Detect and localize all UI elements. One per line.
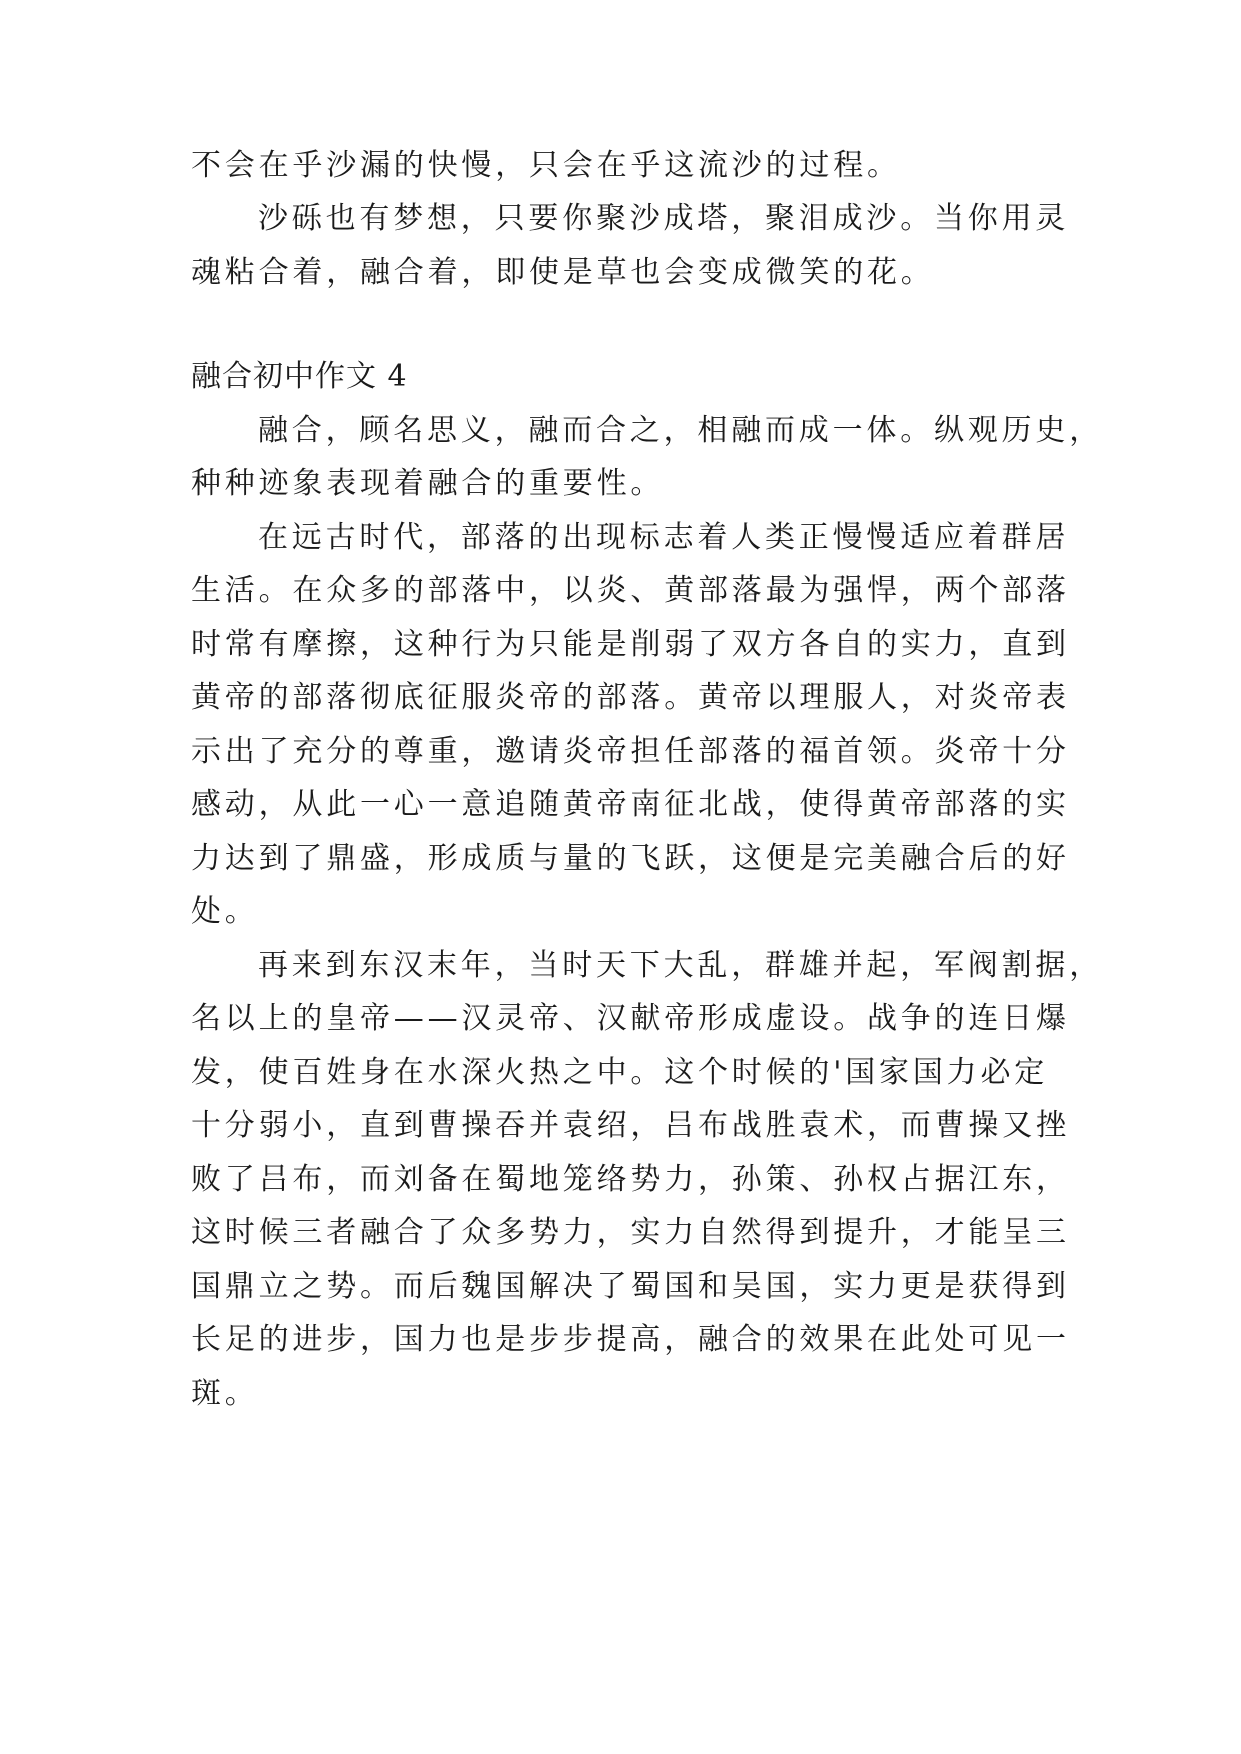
paragraph-line: 沙砾也有梦想，只要你聚沙成塔，聚泪成沙。当你用灵 xyxy=(258,201,1070,236)
paragraph-line: 感动，从此一心一意追随黄帝南征北战，使得黄帝部落的实 xyxy=(191,787,1070,822)
paragraph-line: 融合，顾名思义，融而合之，相融而成一体。纵观历史， xyxy=(258,413,1103,448)
paragraph-line: 发，使百姓身在水深火热之中。这个时候的'国家国力必定 xyxy=(191,1055,1049,1090)
paragraph-line: 在远古时代，部落的出现标志着人类正慢慢适应着群居 xyxy=(258,520,1070,555)
paragraph-line: 十分弱小，直到曹操吞并袁绍，吕布战胜袁术，而曹操又挫 xyxy=(191,1108,1070,1143)
paragraph-line: 长足的进步，国力也是步步提高，融合的效果在此处可见一 xyxy=(191,1322,1070,1357)
paragraph-line: 国鼎立之势。而后魏国解决了蜀国和吴国，实力更是获得到 xyxy=(191,1269,1070,1304)
paragraph-line: 处。 xyxy=(191,894,259,929)
paragraph-line: 名以上的皇帝——汉灵帝、汉献帝形成虚设。战争的连日爆 xyxy=(191,1001,1070,1036)
paragraph-line: 败了吕布，而刘备在蜀地笼络势力，孙策、孙权占据江东， xyxy=(191,1162,1070,1197)
paragraph-line: 生活。在众多的部落中，以炎、黄部落最为强悍，两个部落 xyxy=(191,573,1070,608)
paragraph-line: 力达到了鼎盛，形成质与量的飞跃，这便是完美融合后的好 xyxy=(191,841,1070,876)
paragraph-line: 再来到东汉末年，当时天下大乱，群雄并起，军阀割据， xyxy=(258,948,1103,983)
paragraph-line: 示出了充分的尊重，邀请炎帝担任部落的福首领。炎帝十分 xyxy=(191,734,1070,769)
paragraph-line: 不会在乎沙漏的快慢，只会在乎这流沙的过程。 xyxy=(191,148,901,183)
paragraph-line: 种种迹象表现着融合的重要性。 xyxy=(191,466,665,501)
paragraph-line: 黄帝的部落彻底征服炎帝的部落。黄帝以理服人，对炎帝表 xyxy=(191,680,1070,715)
paragraph-line: 时常有摩擦，这种行为只能是削弱了双方各自的实力，直到 xyxy=(191,627,1070,662)
essay-heading: 融合初中作文 4 xyxy=(191,359,408,394)
paragraph-line: 这时候三者融合了众多势力，实力自然得到提升，才能呈三 xyxy=(191,1215,1070,1250)
paragraph-line: 魂粘合着，融合着，即使是草也会变成微笑的花。 xyxy=(191,255,935,290)
paragraph-line: 斑。 xyxy=(191,1376,259,1411)
